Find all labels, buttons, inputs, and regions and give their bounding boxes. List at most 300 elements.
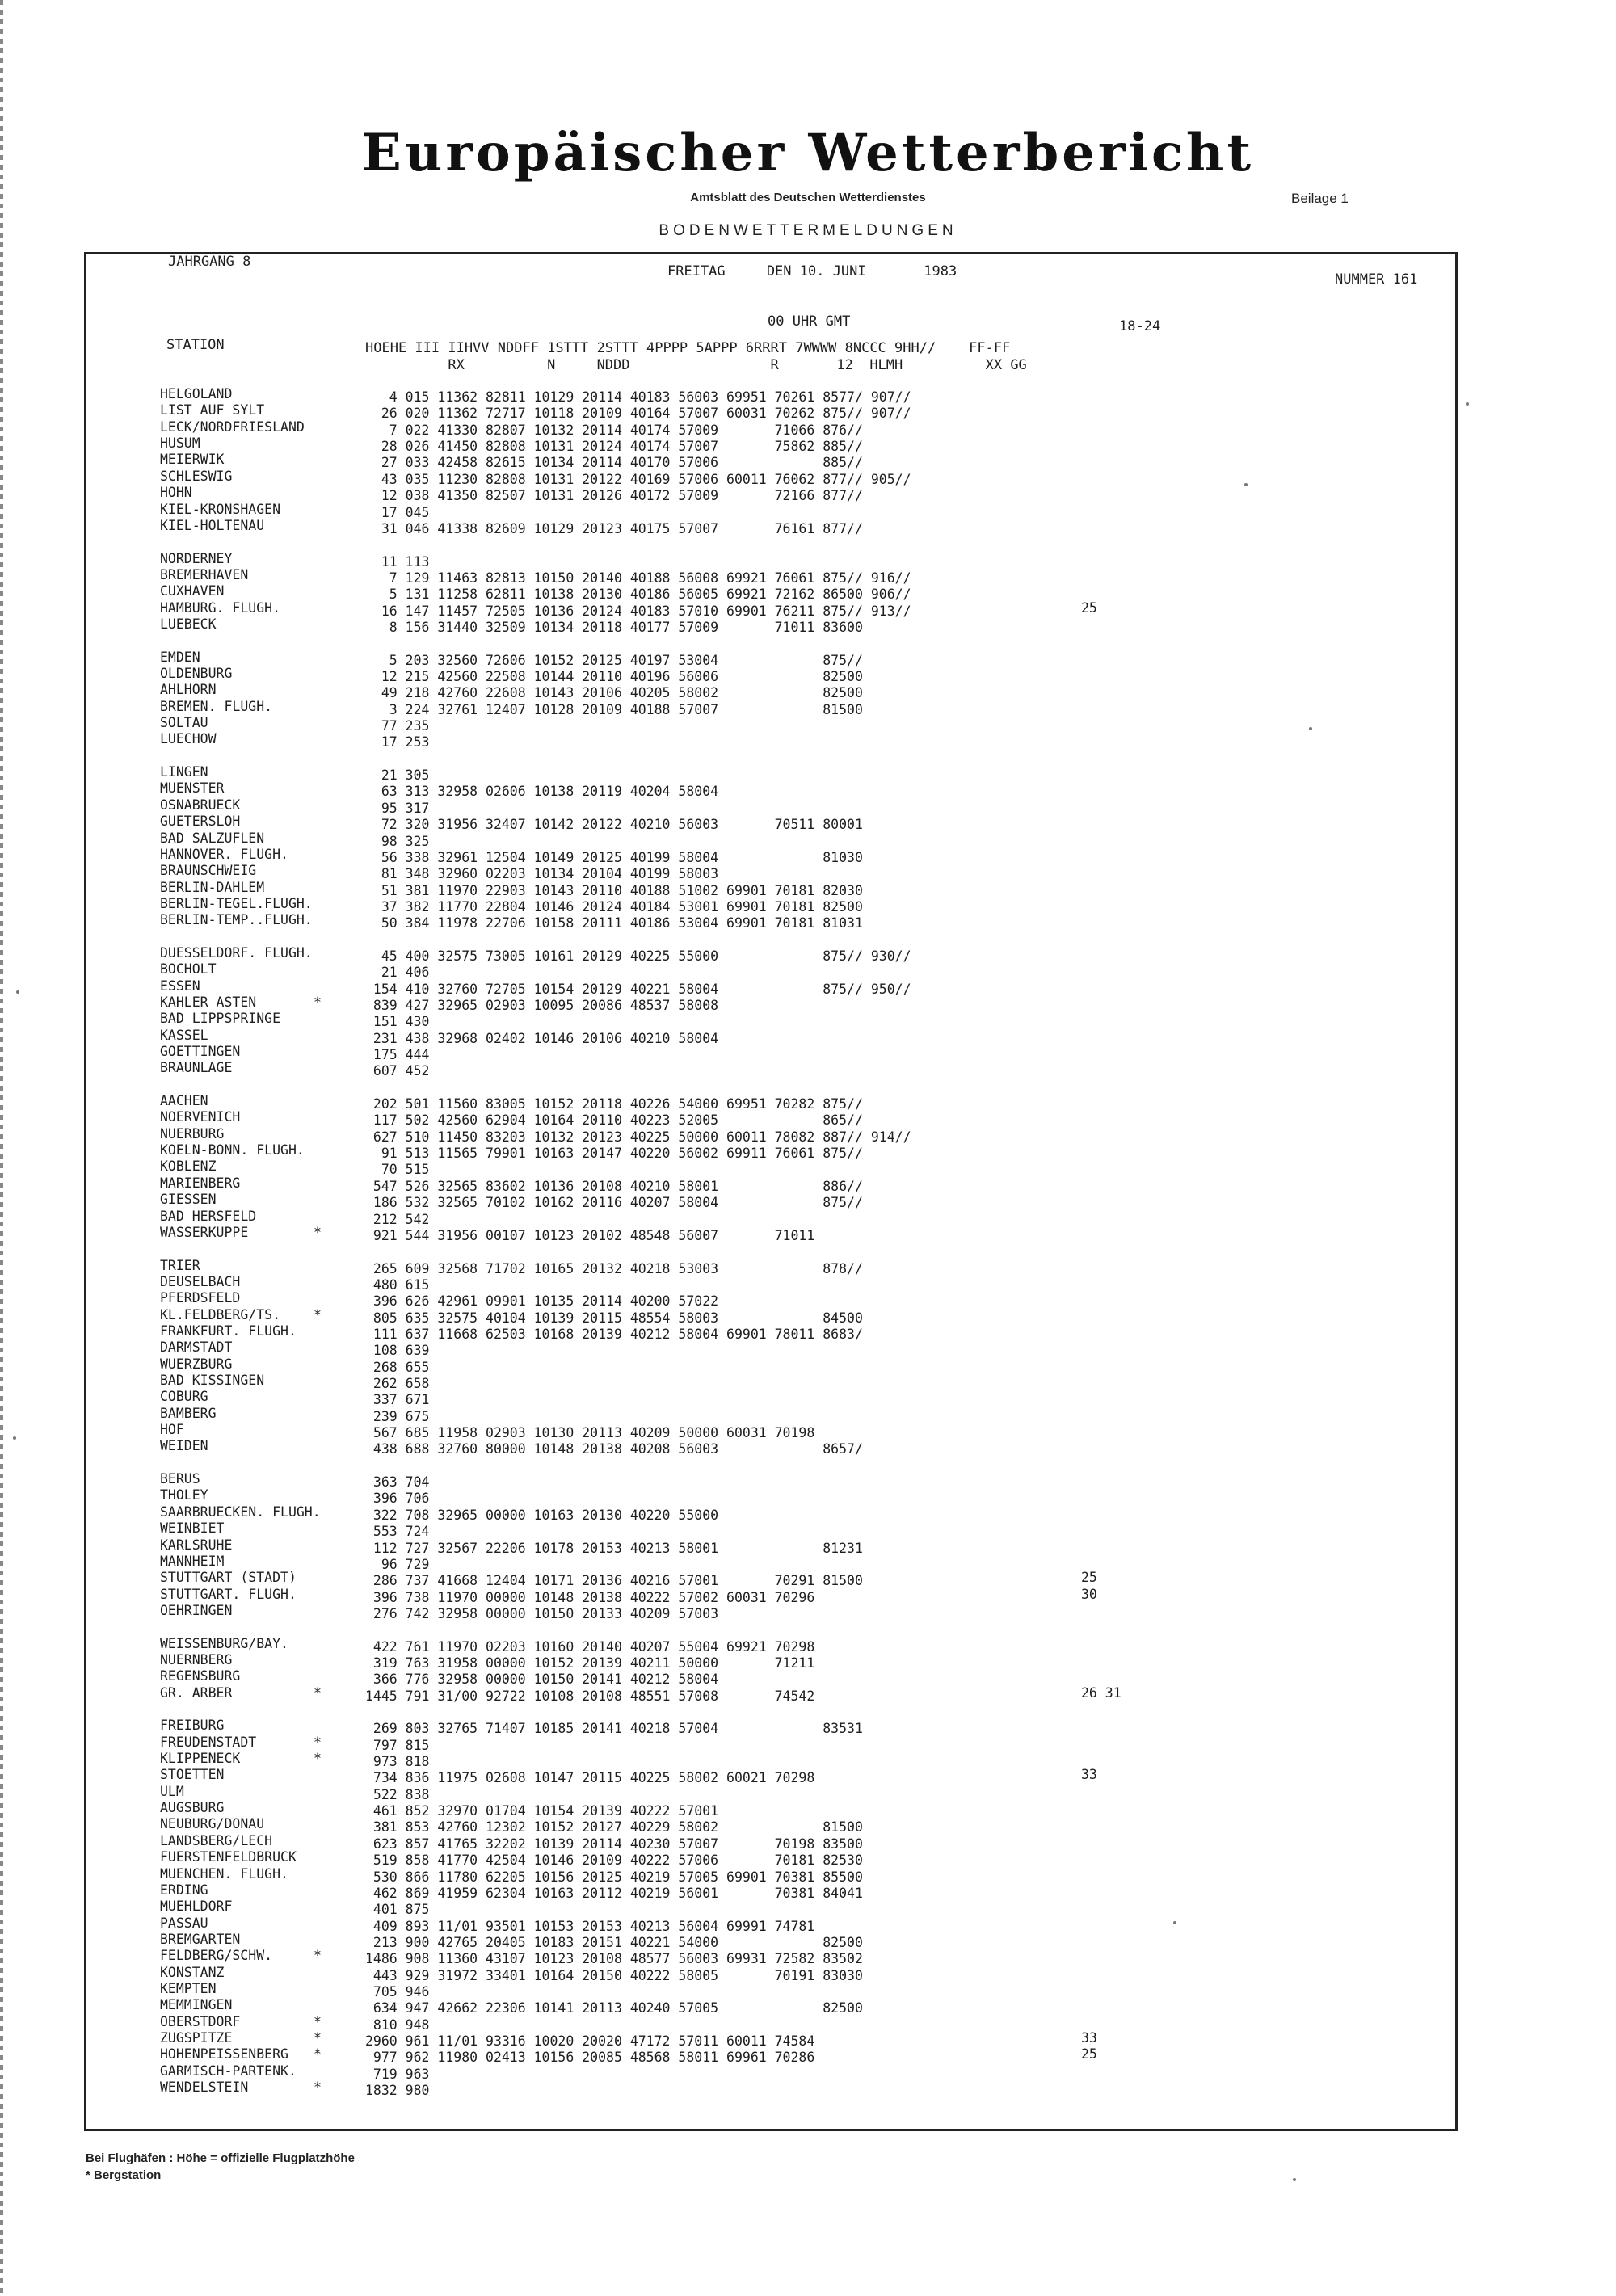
station-name: STOETTEN xyxy=(160,1767,225,1783)
station-name: KIEL-KRONSHAGEN xyxy=(160,501,281,517)
table-row xyxy=(160,1356,430,1375)
station-name: WENDELSTEIN xyxy=(160,2079,249,2095)
station-name: WASSERKUPPE xyxy=(160,1224,249,1240)
station-codes: 151 430 xyxy=(365,1014,430,1030)
station-name: GARMISCH-PARTENK. xyxy=(160,2063,297,2079)
station-codes: 17 253 xyxy=(365,734,430,751)
station-codes: 175 444 xyxy=(365,1047,430,1062)
station-codes: 1486 908 11360 43107 10123 20108 48577 56003 69931 72582 83502 xyxy=(365,1951,863,1967)
speck xyxy=(1173,1921,1176,1924)
station-codes: 734 836 11975 02608 10147 20115 40225 58002 60021 70298 xyxy=(365,1770,815,1786)
station-name: BAD LIPPSPRINGE xyxy=(160,1011,281,1027)
station-codes: 567 685 11958 02903 10130 20113 40209 50000 60031 70198 xyxy=(365,1425,815,1440)
table-row xyxy=(160,1520,430,1540)
station-name: REGENSBURG xyxy=(160,1668,241,1684)
station-codes: 401 875 xyxy=(365,1902,430,1918)
mountain-station-marker: * xyxy=(314,994,322,1010)
table-row xyxy=(160,1257,863,1276)
table-row xyxy=(160,1422,815,1440)
table-row xyxy=(160,1175,863,1194)
station-codes: 51 381 11970 22903 10143 20110 40188 51002 69901 70181 82030 xyxy=(365,882,863,898)
table-row xyxy=(160,1208,430,1227)
station-codes: 269 803 32765 71407 10185 20141 40218 57004 83531 xyxy=(365,1721,863,1737)
station-name: NOERVENICH xyxy=(160,1109,241,1125)
station-codes: 973 818 xyxy=(365,1754,430,1769)
table-row xyxy=(160,418,863,438)
speck xyxy=(16,990,19,994)
station-codes: 49 218 42760 22608 10143 20106 40205 58002 82500 xyxy=(365,685,863,701)
station-codes: 28 026 41450 82808 10131 20124 40174 57007 75862 885// xyxy=(365,439,863,455)
table-row xyxy=(160,1224,815,1243)
station-codes: 43 035 11230 82808 10131 20122 40169 57006 60011 76062 877// 905// xyxy=(365,471,911,487)
station-name: BAD KISSINGEN xyxy=(160,1373,265,1388)
station-codes: 337 671 xyxy=(365,1392,430,1408)
station-name: OLDENBURG xyxy=(160,666,233,681)
table-row xyxy=(160,978,911,997)
station-name: ZUGSPITZE xyxy=(160,2030,233,2046)
station-name: MUENSTER xyxy=(160,780,225,797)
station-name: KEMPTEN xyxy=(160,1980,217,1996)
station-name: LIST AUF SYLT xyxy=(160,402,265,418)
table-row xyxy=(160,1389,430,1408)
station-codes: 12 038 41350 82507 10131 20126 40172 57009 72166 877// xyxy=(365,488,863,504)
table-row xyxy=(160,830,430,849)
table-row xyxy=(160,797,430,816)
table-row xyxy=(160,666,863,684)
station-codes: 805 635 32575 40104 10139 20115 48554 58003 84500 xyxy=(365,1310,863,1326)
mountain-station-marker: * xyxy=(314,1751,322,1766)
table-row xyxy=(160,863,719,882)
station-name: KARLSRUHE xyxy=(160,1537,233,1553)
station-name: BERLIN-TEMP..FLUGH. xyxy=(160,912,313,928)
mountain-station-marker: * xyxy=(314,1684,322,1701)
table-row xyxy=(160,2013,430,2033)
station-codes: 72 320 31956 32407 10142 20122 40210 56003 70511 80001 xyxy=(365,817,863,833)
station-name: HUSUM xyxy=(160,435,200,452)
station-codes: 21 305 xyxy=(365,767,430,784)
station-name: BRAUNLAGE xyxy=(160,1060,233,1076)
station-name: NORDERNEY xyxy=(160,550,233,566)
station-codes: 56 338 32961 12504 10149 20125 40199 58004 81030 xyxy=(365,849,863,865)
speck xyxy=(13,1436,16,1440)
station-codes: 519 858 41770 42504 10146 20109 40222 57006 70181 82530 xyxy=(365,1852,863,1869)
table-row xyxy=(160,1816,863,1836)
footnote-airports: Bei Flughäfen : Höhe = offizielle Flugplatzhöhe xyxy=(86,2151,355,2165)
table-row xyxy=(160,1586,1097,1605)
station-name: HOHENPEISSENBERG xyxy=(160,2046,288,2063)
table-row xyxy=(160,1487,430,1507)
table-row xyxy=(160,485,863,504)
table-row xyxy=(160,846,863,865)
station-name: WUERZBURG xyxy=(160,1356,233,1372)
station-codes: 212 542 xyxy=(365,1211,430,1227)
station-codes: 202 501 11560 83005 10152 20118 40226 54000 69951 70282 875// xyxy=(365,1096,863,1112)
wind-gust-value: 25 xyxy=(1081,1570,1097,1586)
table-row xyxy=(160,912,863,931)
station-codes: 839 427 32965 02903 10095 20086 48537 58008 xyxy=(365,997,719,1013)
station-codes: 231 438 32968 02402 10146 20106 40210 58004 xyxy=(365,1030,719,1046)
station-codes: 363 704 xyxy=(365,1474,430,1491)
table-row xyxy=(160,1882,863,1901)
table-row xyxy=(160,2063,430,2082)
station-name: AHLHORN xyxy=(160,682,217,698)
table-row xyxy=(160,1718,863,1737)
wind-gust-value: 30 xyxy=(1081,1586,1097,1602)
station-name: PASSAU xyxy=(160,1915,208,1931)
station-name: PFERDSFELD xyxy=(160,1290,241,1306)
station-name: HOF xyxy=(160,1422,184,1437)
station-codes: 1445 791 31/00 92722 10108 20108 48551 57008 74542 xyxy=(365,1688,815,1704)
station-name: GR. ARBER xyxy=(160,1684,233,1701)
speck xyxy=(1309,727,1312,730)
station-codes: 1832 980 xyxy=(365,2083,430,2098)
wind-gust-value: 25 xyxy=(1081,599,1097,616)
table-row xyxy=(160,1964,863,1983)
station-name: FRANKFURT. FLUGH. xyxy=(160,1323,297,1339)
station-name: TRIER xyxy=(160,1257,200,1273)
station-name: OSNABRUECK xyxy=(160,797,241,813)
station-codes: 95 317 xyxy=(365,800,430,816)
table-row xyxy=(160,2046,1097,2066)
station-codes: 63 313 32958 02606 10138 20119 40204 58004 xyxy=(365,784,719,800)
station-codes: 322 708 32965 00000 10163 20130 40220 55000 xyxy=(365,1507,719,1523)
table-row xyxy=(160,435,863,455)
station-codes: 607 452 xyxy=(365,1063,430,1079)
table-row xyxy=(160,1290,719,1310)
station-name: WEISSENBURG/BAY. xyxy=(160,1635,288,1651)
table-row xyxy=(160,566,911,586)
station-name: KIEL-HOLTENAU xyxy=(160,517,265,533)
table-row xyxy=(160,1849,863,1869)
table-row xyxy=(160,879,863,898)
table-row xyxy=(160,1537,863,1556)
station-codes: 37 382 11770 22804 10146 20124 40184 53001 69901 70181 82500 xyxy=(365,898,863,915)
table-row xyxy=(160,1931,863,1950)
mountain-station-marker: * xyxy=(314,1224,322,1240)
station-codes: 26 020 11362 72717 10118 20109 40164 57007 60031 70262 875// 907// xyxy=(365,406,911,422)
station-name: WEINBIET xyxy=(160,1520,225,1537)
mountain-station-marker: * xyxy=(314,2030,322,2046)
table-row xyxy=(160,1471,430,1491)
table-row xyxy=(160,1767,1097,1786)
table-row xyxy=(160,1373,430,1391)
station-name: KLIPPENECK xyxy=(160,1751,241,1766)
station-name: LECK/NORDFRIESLAND xyxy=(160,418,305,435)
station-name: HELGOLAND xyxy=(160,386,233,402)
table-row xyxy=(160,814,863,833)
table-row xyxy=(160,517,863,536)
station-name: MUENCHEN. FLUGH. xyxy=(160,1865,288,1882)
station-name: ULM xyxy=(160,1783,184,1799)
table-row xyxy=(160,649,863,668)
section-heading: BODENWETTERMELDUNGEN xyxy=(659,222,957,239)
station-name: KAHLER ASTEN xyxy=(160,994,257,1010)
wind-gust-value: 26 31 xyxy=(1081,1684,1122,1701)
station-name: DUESSELDORF. FLUGH. xyxy=(160,944,313,961)
station-name: BERLIN-TEGEL.FLUGH. xyxy=(160,895,313,911)
station-name: BAD SALZUFLEN xyxy=(160,830,265,846)
table-row xyxy=(160,1339,430,1359)
table-row xyxy=(160,1915,815,1934)
wind-gust-value: 33 xyxy=(1081,2030,1097,2046)
table-row xyxy=(160,1948,863,1967)
station-codes: 16 147 11457 72505 10136 20124 40183 57010 69901 76211 875// 913// xyxy=(365,603,911,619)
station-name: KOBLENZ xyxy=(160,1159,217,1175)
table-row xyxy=(160,1997,863,2016)
station-codes: 977 962 11980 02413 10156 20085 48568 58011 69961 70286 xyxy=(365,2050,815,2066)
table-row xyxy=(160,698,863,717)
station-name: SCHLESWIG xyxy=(160,468,233,484)
mountain-station-marker: * xyxy=(314,2079,322,2095)
station-codes: 108 639 xyxy=(365,1343,430,1359)
station-codes: 462 869 41959 62304 10163 20112 40219 56001 70381 84041 xyxy=(365,1885,863,1901)
station-codes: 409 893 11/01 93501 10153 20153 40213 56004 69991 74781 xyxy=(365,1918,815,1934)
station-name: EMDEN xyxy=(160,649,200,665)
table-row xyxy=(160,1865,863,1885)
station-codes: 5 203 32560 72606 10152 20125 40197 53004 875// xyxy=(365,652,863,668)
station-codes: 91 513 11565 79901 10163 20147 40220 56002 69911 76061 875// xyxy=(365,1146,863,1162)
station-codes: 396 706 xyxy=(365,1491,430,1507)
station-codes: 461 852 32970 01704 10154 20139 40222 57001 xyxy=(365,1803,719,1819)
table-row xyxy=(160,2079,430,2098)
station-name: AACHEN xyxy=(160,1093,208,1108)
table-row xyxy=(160,731,430,751)
station-codes: 7 022 41330 82807 10132 20114 40174 57009 71066 876// xyxy=(365,422,863,438)
station-codes: 921 544 31956 00107 10123 20102 48548 56007 71011 xyxy=(365,1227,815,1243)
column-codes-line1: HOEHE III IIHVV NDDFF 1STTT 2STTT 4PPPP 5APPP 6RRRT 7WWWW 8NCCC 9HH// FF-FF xyxy=(365,340,1011,356)
station-name: FUERSTENFELDBRUCK xyxy=(160,1849,297,1865)
table-row xyxy=(160,599,1097,619)
station-name: BOCHOLT xyxy=(160,961,217,978)
table-row xyxy=(160,1751,430,1769)
station-name: COBURG xyxy=(160,1389,208,1405)
station-name: LUEBECK xyxy=(160,616,217,632)
column-codes-line2: RX N NDDD R 12 HLMH XX GG xyxy=(365,357,1027,373)
station-name: HANNOVER. FLUGH. xyxy=(160,846,288,862)
table-row xyxy=(160,780,719,800)
station-codes: 117 502 42560 62904 10164 20110 40223 52005 865// xyxy=(365,1112,863,1129)
observation-time: 00 UHR GMT xyxy=(768,313,851,330)
station-codes: 4 015 11362 82811 10129 20114 40183 56003 69951 70261 8577/ 907// xyxy=(365,389,911,405)
station-codes: 797 815 xyxy=(365,1737,430,1753)
station-codes: 98 325 xyxy=(365,833,430,849)
supplement-label: Beilage 1 xyxy=(1291,191,1349,206)
station-codes: 810 948 xyxy=(365,2016,430,2033)
station-codes: 262 658 xyxy=(365,1376,430,1391)
station-codes: 396 738 11970 00000 10148 20138 40222 57002 60031 70296 xyxy=(365,1589,815,1605)
station-name: MARIENBERG xyxy=(160,1175,241,1191)
station-name: HAMBURG. FLUGH. xyxy=(160,599,281,616)
table-row xyxy=(160,961,430,981)
table-row xyxy=(160,1651,815,1671)
table-row xyxy=(160,895,863,915)
table-row xyxy=(160,1159,430,1178)
issue-number: NUMMER 161 xyxy=(1335,271,1418,288)
station-codes: 553 724 xyxy=(365,1524,430,1540)
table-row xyxy=(160,994,719,1013)
table-row xyxy=(160,1684,1122,1704)
station-name: HOHN xyxy=(160,485,192,501)
period-label: 18-24 xyxy=(1119,318,1161,334)
table-row xyxy=(160,1011,430,1030)
station-column-header: STATION xyxy=(166,337,225,353)
footnote-mountain: * Bergstation xyxy=(86,2168,162,2182)
station-name: BREMGARTEN xyxy=(160,1931,241,1947)
station-codes: 422 761 11970 02203 10160 20140 40207 55004 69921 70298 xyxy=(365,1638,815,1655)
station-codes: 480 615 xyxy=(365,1276,430,1293)
station-codes: 265 609 32568 71702 10165 20132 40218 53003 878// xyxy=(365,1260,863,1276)
station-codes: 2960 961 11/01 93316 10020 20020 47172 57011 60011 74584 xyxy=(365,2033,815,2049)
station-name: GOETTINGEN xyxy=(160,1044,241,1059)
station-name: WEIDEN xyxy=(160,1438,208,1454)
table-row xyxy=(160,1125,911,1145)
station-codes: 3 224 32761 12407 10128 20109 40188 57007 81500 xyxy=(365,701,863,717)
station-codes: 112 727 32567 22206 10178 20153 40213 58001 81231 xyxy=(365,1540,863,1556)
station-name: AUGSBURG xyxy=(160,1800,225,1816)
station-codes: 70 515 xyxy=(365,1162,430,1178)
table-row xyxy=(160,1405,430,1424)
table-row xyxy=(160,1635,815,1655)
station-codes: 443 929 31972 33401 10164 20150 40222 58005 70191 83030 xyxy=(365,1967,863,1983)
table-row xyxy=(160,1060,430,1079)
table-row xyxy=(160,1668,719,1688)
report-date: FREITAG DEN 10. JUNI 1983 xyxy=(667,263,957,280)
station-name: ERDING xyxy=(160,1882,208,1898)
station-codes: 239 675 xyxy=(365,1408,430,1424)
table-row xyxy=(160,1273,430,1293)
station-codes: 396 626 42961 09901 10135 20114 40200 57022 xyxy=(365,1293,719,1310)
station-codes: 96 729 xyxy=(365,1556,430,1572)
speck xyxy=(1244,483,1248,486)
table-row xyxy=(160,1142,863,1162)
station-codes: 81 348 32960 02203 10134 20104 40199 58003 xyxy=(365,866,719,882)
mountain-station-marker: * xyxy=(314,2013,322,2029)
speck xyxy=(1293,2178,1296,2181)
table-row xyxy=(160,1044,430,1062)
station-name: KONSTANZ xyxy=(160,1964,225,1980)
volume-label: JAHRGANG 8 xyxy=(168,254,251,270)
station-codes: 213 900 42765 20405 10183 20151 40221 54000 82500 xyxy=(365,1934,863,1950)
station-name: BERUS xyxy=(160,1471,200,1487)
wind-gust-value: 33 xyxy=(1081,1767,1097,1783)
station-codes: 268 655 xyxy=(365,1359,430,1375)
station-codes: 381 853 42760 12302 10152 20127 40229 58002 81500 xyxy=(365,1819,863,1836)
station-codes: 286 737 41668 12404 10171 20136 40216 57001 70291 81500 xyxy=(365,1573,863,1589)
station-name: NEUBURG/DONAU xyxy=(160,1816,265,1832)
station-name: STUTTGART (STADT) xyxy=(160,1570,297,1586)
table-row xyxy=(160,583,911,603)
table-row xyxy=(160,1832,863,1852)
station-codes: 438 688 32760 80000 10148 20138 40208 56003 8657/ xyxy=(365,1441,863,1457)
station-name: MEMMINGEN xyxy=(160,1997,233,2013)
station-name: NUERBURG xyxy=(160,1125,225,1142)
station-codes: 77 235 xyxy=(365,718,430,734)
station-name: SAARBRUECKEN. FLUGH. xyxy=(160,1503,321,1520)
station-codes: 547 526 32565 83602 10136 20108 40210 58001 886// xyxy=(365,1178,863,1194)
station-codes: 623 857 41765 32202 10139 20114 40230 57007 70198 83500 xyxy=(365,1836,863,1852)
table-row xyxy=(160,1109,863,1129)
station-name: FREIBURG xyxy=(160,1718,225,1734)
station-name: GIESSEN xyxy=(160,1192,217,1208)
station-name: THOLEY xyxy=(160,1487,208,1503)
station-name: LINGEN xyxy=(160,764,208,780)
station-name: BAD HERSFELD xyxy=(160,1208,257,1224)
table-row xyxy=(160,1553,430,1572)
table-row xyxy=(160,1503,719,1523)
station-codes: 12 215 42560 22508 10144 20110 40196 56006 82500 xyxy=(365,669,863,684)
station-name: GUETERSLOH xyxy=(160,814,241,830)
station-codes: 5 131 11258 62811 10138 20130 40186 56005 69921 72162 86500 906// xyxy=(365,587,911,603)
table-row xyxy=(160,1093,863,1112)
station-name: STUTTGART. FLUGH. xyxy=(160,1586,297,1602)
station-codes: 530 866 11780 62205 10156 20125 40219 57005 69901 70381 85500 xyxy=(365,1869,863,1885)
station-name: MEIERWIK xyxy=(160,452,225,468)
wind-gust-value: 25 xyxy=(1081,2046,1097,2063)
table-row xyxy=(160,468,911,487)
table-row xyxy=(160,1980,430,2000)
station-codes: 719 963 xyxy=(365,2066,430,2082)
table-row xyxy=(160,1800,719,1819)
station-name: KOELN-BONN. FLUGH. xyxy=(160,1142,305,1159)
station-name: BREMERHAVEN xyxy=(160,566,249,582)
station-name: LANDSBERG/LECH xyxy=(160,1832,273,1848)
station-codes: 27 033 42458 82615 10134 20114 40170 57006 885// xyxy=(365,455,863,471)
station-name: OEHRINGEN xyxy=(160,1602,233,1618)
station-name: KASSEL xyxy=(160,1027,208,1043)
scan-edge xyxy=(0,0,3,2296)
station-codes: 627 510 11450 83203 10132 20123 40225 50000 60011 78082 887// 914// xyxy=(365,1129,911,1145)
station-name: KL.FELDBERG/TS. xyxy=(160,1306,281,1323)
table-row xyxy=(160,1783,430,1802)
station-name: FELDBERG/SCHW. xyxy=(160,1948,273,1964)
station-codes: 11 113 xyxy=(365,553,430,570)
mountain-station-marker: * xyxy=(314,1948,322,1964)
mountain-station-marker: * xyxy=(314,2046,322,2063)
station-codes: 634 947 42662 22306 10141 20113 40240 57005 82500 xyxy=(365,2000,863,2016)
station-name: SOLTAU xyxy=(160,715,208,730)
table-row xyxy=(160,1602,719,1621)
station-codes: 705 946 xyxy=(365,1983,430,2000)
table-row xyxy=(160,1192,863,1211)
station-codes: 31 046 41338 82609 10129 20123 40175 57007 76161 877// xyxy=(365,520,863,536)
table-row xyxy=(160,1438,863,1457)
table-row xyxy=(160,402,911,422)
station-codes: 111 637 11668 62503 10168 20139 40212 58004 69901 78011 8683/ xyxy=(365,1326,863,1342)
mountain-station-marker: * xyxy=(314,1734,322,1750)
table-row xyxy=(160,682,863,701)
station-name: NUERNBERG xyxy=(160,1651,233,1667)
station-codes: 50 384 11978 22706 10158 20111 40186 53004 69901 70181 81031 xyxy=(365,915,863,931)
station-name: LUECHOW xyxy=(160,731,217,747)
table-row xyxy=(160,1899,430,1918)
station-name: DEUSELBACH xyxy=(160,1273,241,1289)
table-row xyxy=(160,386,911,405)
station-name: CUXHAVEN xyxy=(160,583,225,599)
table-row xyxy=(160,1570,1097,1589)
station-name: BRAUNSCHWEIG xyxy=(160,863,257,879)
page-title: Europäischer Wetterbericht xyxy=(362,123,1254,183)
table-row xyxy=(160,616,863,635)
table-row xyxy=(160,764,430,784)
station-name: BERLIN-DAHLEM xyxy=(160,879,265,895)
station-codes: 186 532 32565 70102 10162 20116 40207 58004 875// xyxy=(365,1195,863,1211)
station-name: BAMBERG xyxy=(160,1405,217,1421)
table-row xyxy=(160,1306,863,1326)
table-row xyxy=(160,2030,1097,2049)
station-name: FREUDENSTADT xyxy=(160,1734,257,1750)
mountain-station-marker: * xyxy=(314,1306,322,1323)
table-row xyxy=(160,1027,719,1046)
